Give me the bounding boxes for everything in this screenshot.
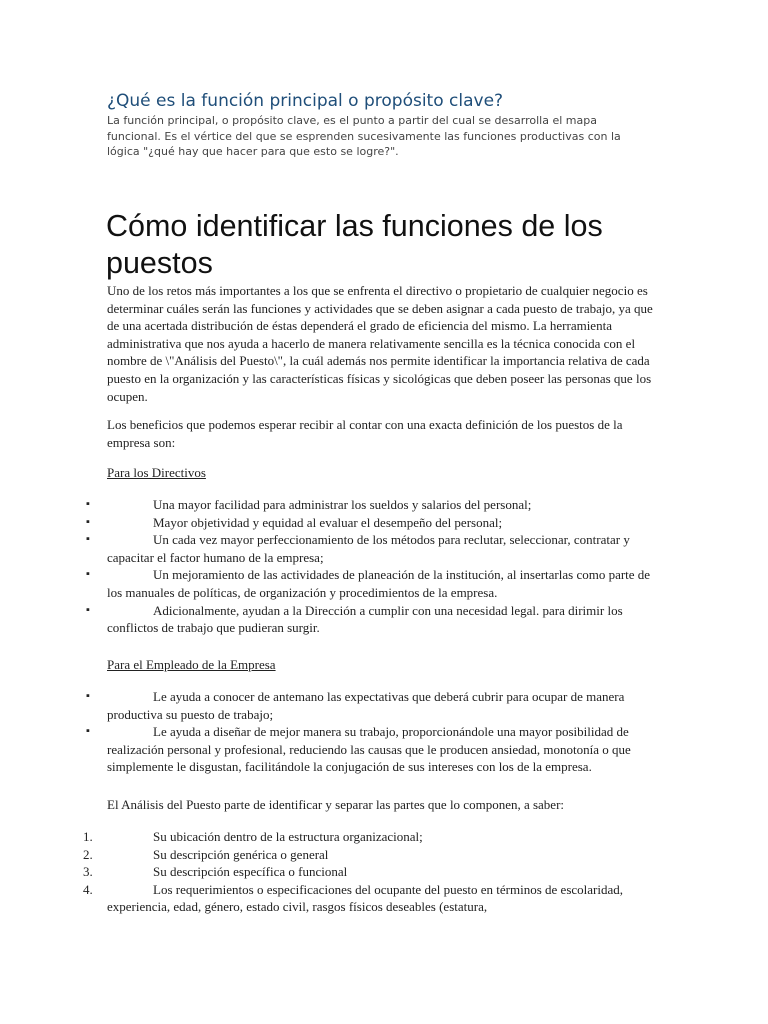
bullet-marker: ▪ [86, 725, 90, 738]
subheading-directivos: Para los Directivos [107, 465, 206, 480]
list-item [0, 514, 662, 532]
list-item-text: Su descripción específica o funcional [153, 864, 348, 880]
list-item [0, 846, 662, 864]
main-heading: Cómo identificar las funciones de los puestos [106, 209, 603, 280]
bullet-marker: ▪ [86, 498, 90, 510]
list-item-text: Un mejoramiento de las actividades de planeación de la institución, al insertarlas como parte de los manuales de políticas, de organización y procedimientos de la empresa. [107, 567, 651, 600]
list-item [0, 723, 662, 776]
list-item-text: Le ayuda a conocer de antemano las expectativas que deberá cubrir para ocupar de manera productiva su puesto de trabajo; [107, 689, 625, 722]
list-item [0, 566, 662, 601]
list-item-text: Una mayor facilidad para administrar los sueldos y salarios del personal; [153, 497, 532, 512]
bullet-marker: ▪ [86, 533, 90, 546]
subheading-empleado: Para el Empleado de la Empresa [107, 657, 276, 672]
body-paragraph-3: El Análisis del Puesto parte de identificar y separar las partes que lo componen, a saber: [107, 797, 565, 812]
list-item-text: Mayor objetividad y equidad al evaluar el desempeño del personal; [153, 514, 503, 530]
body-paragraph-1: Uno de los retos más importantes a los que se enfrenta el directivo o propietario de cualquier negocio es determinar cuáles serán las funciones y actividades que se deben asignar a cada puesto de trabajo, ya que de una acertada distribución de éstas dependerá el grado de eficiencia del mismo. La herramienta administrativa que nos ayuda a hacerlo de manera relativamente sencilla es la técnica conocida con el nombre de \"Análisis del Puesto\", la cuál además nos permite identificar la importancia relativa de cada puesto en la organización y las características físicas y sicológicas que deben poseer las personas que los ocupen. [107, 283, 653, 404]
list-item-text: Su descripción genérica o general [153, 846, 329, 862]
number-marker: 4. [83, 881, 93, 897]
intro-paragraph: La función principal, o propósito clave, es el punto a partir del cual se desarrolla el mapa funcional. Es el vértice del que se esprenden sucesivamente las funciones productivas con la lógica "¿qué hay que hacer para que esto se logre?". [107, 114, 621, 158]
bullet-list-directivos [0, 496, 768, 637]
list-item-text: Los requerimientos o especificaciones del ocupante del puesto en términos de escolaridad, experiencia, edad, género, estado civil, rasgos físicos deseables (estatura, [107, 881, 623, 915]
bullet-list-empleado [0, 688, 768, 776]
list-item [0, 496, 662, 514]
list-item-text: Adicionalmente, ayudan a la Dirección a cumplir con una necesidad legal. para dirimir los conflictos de trabajo que pudieran surgir. [107, 602, 623, 636]
bullet-marker: ▪ [86, 568, 90, 581]
list-item [0, 531, 662, 566]
list-item-text: Le ayuda a diseñar de mejor manera su trabajo, proporcionándole una mayor posibilidad de realización personal y profesional, reduciendo las causas que le producen ansiedad, monotonía o que simplemente le disgustan, facilitándole la conjugación de sus intereses con los de la empresa. [107, 724, 631, 775]
list-item [0, 688, 662, 723]
bullet-marker: ▪ [86, 690, 90, 702]
number-marker: 1. [83, 829, 93, 844]
section-heading: ¿Qué es la función principal o propósito clave? [107, 91, 504, 111]
list-item [0, 602, 662, 637]
body-paragraph-2: Los beneficios que podemos esperar recibir al contar con una exacta definición de los puestos de la empresa son: [107, 417, 623, 450]
bullet-marker: ▪ [86, 603, 90, 616]
list-item [0, 828, 662, 846]
list-item [0, 863, 662, 881]
number-marker: 3. [83, 864, 93, 880]
list-item [0, 881, 662, 916]
bullet-marker: ▪ [86, 515, 90, 528]
number-marker: 2. [83, 846, 93, 862]
list-item-text: Su ubicación dentro de la estructura organizacional; [153, 829, 423, 844]
list-item-text: Un cada vez mayor perfeccionamiento de los métodos para reclutar, seleccionar, contratar y capacitar el factor humano de la empresa; [107, 532, 630, 565]
numbered-list [0, 828, 768, 916]
